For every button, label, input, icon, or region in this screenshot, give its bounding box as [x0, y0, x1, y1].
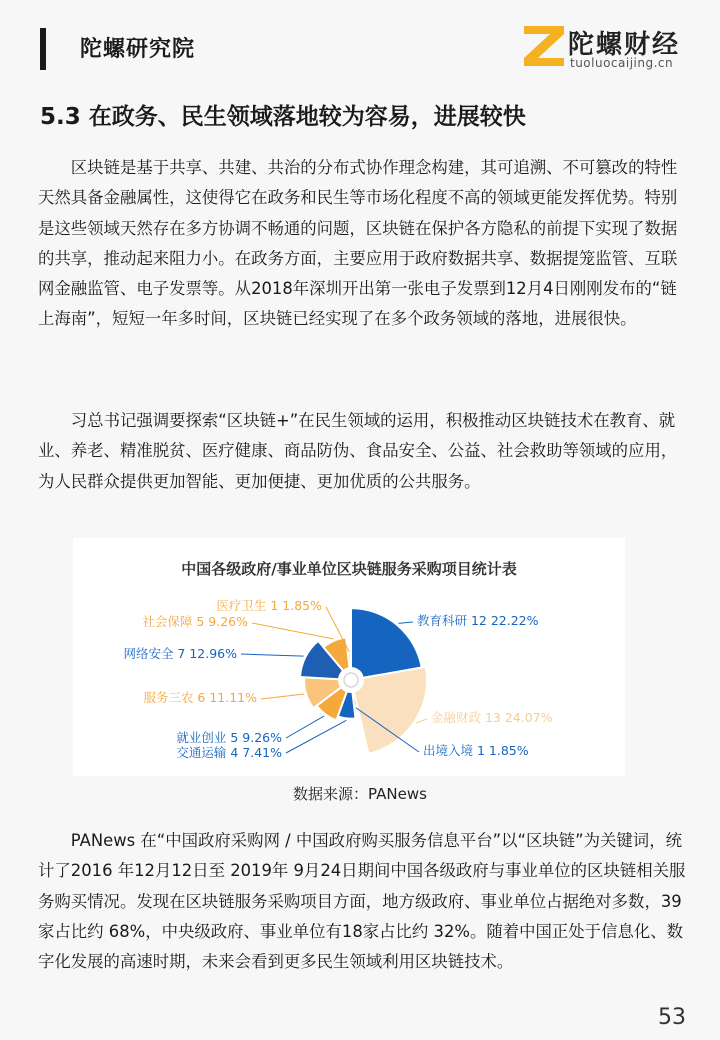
slice-label-7: 网络安全 7 12.96%: [123, 646, 237, 661]
leader-line-4: [286, 720, 346, 753]
paragraph-3: PANews 在“中国政府采购网 / 中国政府购买服务信息平台”以“区块链”为关键词，统计了2016 年12月12日至 2019年 9月24日期间中国各级政府与事业单位的区块链相关服务购买情况。发现在区块链服务采购项目方面，地方级政府、事业单位占据绝对多数，39 家占比约 68%，中央级政府、事业单位有18家占比约 32%。随着中国正处于信息化、数字化发展的高速时期，未来会看到更多民生领域利用区块链技术。: [38, 831, 686, 972]
leader-line-1: [398, 622, 413, 623]
leader-line-8: [252, 623, 333, 639]
slice-label-3: 出境入境 1 1.85%: [423, 743, 529, 758]
rose-chart: [73, 538, 625, 776]
section-title: 5.3 在政务、民生领域落地较为容易，进展较快: [40, 104, 526, 130]
slice-label-1: 教育科研 12 22.22%: [417, 613, 539, 628]
page-number: 53: [658, 1005, 686, 1030]
rose-slice-2: [353, 667, 427, 754]
slice-label-2: 金融财政 13 24.07%: [431, 710, 553, 725]
slice-label-8: 社会保障 5 9.26%: [142, 614, 248, 629]
brand-logo: [522, 22, 692, 74]
paragraph-2: 习总书记强调要探索“区块链+”在民生领域的运用，积极推动区块链技术在教育、就业、养老、精准脱贫、医疗健康、商品防伪、食品安全、公益、社会救助等领域的应用，为人民群众提供更加智能、更加便捷、更加优质的公共服务。: [38, 411, 678, 491]
slice-label-5: 就业创业 5 9.26%: [176, 730, 282, 745]
slice-label-4: 交通运输 4 7.41%: [176, 745, 282, 760]
center-hole: [338, 667, 364, 693]
leader-line-5: [286, 716, 324, 738]
leader-line-2: [416, 719, 427, 723]
logo-text-cn: 陀螺财经: [568, 30, 681, 60]
logo-z-icon: [522, 22, 568, 70]
logo-text-en: tuoluocaijing.cn: [570, 56, 674, 70]
slice-label-6: 服务三农 6 11.11%: [143, 690, 257, 705]
rose-slice-1: [351, 608, 422, 678]
leader-line-6: [261, 694, 304, 699]
header-title: 陀螺研究院: [80, 37, 196, 62]
leader-line-7: [241, 654, 304, 656]
chart-title: 中国各级政府/事业单位区块链服务采购项目统计表: [181, 560, 517, 578]
paragraph-1: 区块链是基于共享、共建、共治的分布式协作理念构建，其可追溯、不可篡改的特性天然具备金融属性，这使得它在政务和民生等市场化程度不高的领域更能发挥优势。特别是这些领域天然存在多方协调不畅通的问题，区块链在保护各方隐私的前提下实现了数据的共享，推动起来阻力小。在政务方面，主要应用于政府数据共享、数据提笼监管、互联网金融监管、电子发票等。从2018年深圳开出第一张电子发票到12月4日刚刚发布的“链上海南”，短短一年多时间，区块链已经实现了在多个政务领域的落地，进展很快。: [38, 158, 678, 329]
chart-container: [73, 538, 625, 776]
header-accent-bar: [40, 28, 46, 70]
slice-label-9: 医疗卫生 1 1.85%: [216, 598, 322, 613]
data-source: 数据来源：PANews: [293, 785, 427, 803]
